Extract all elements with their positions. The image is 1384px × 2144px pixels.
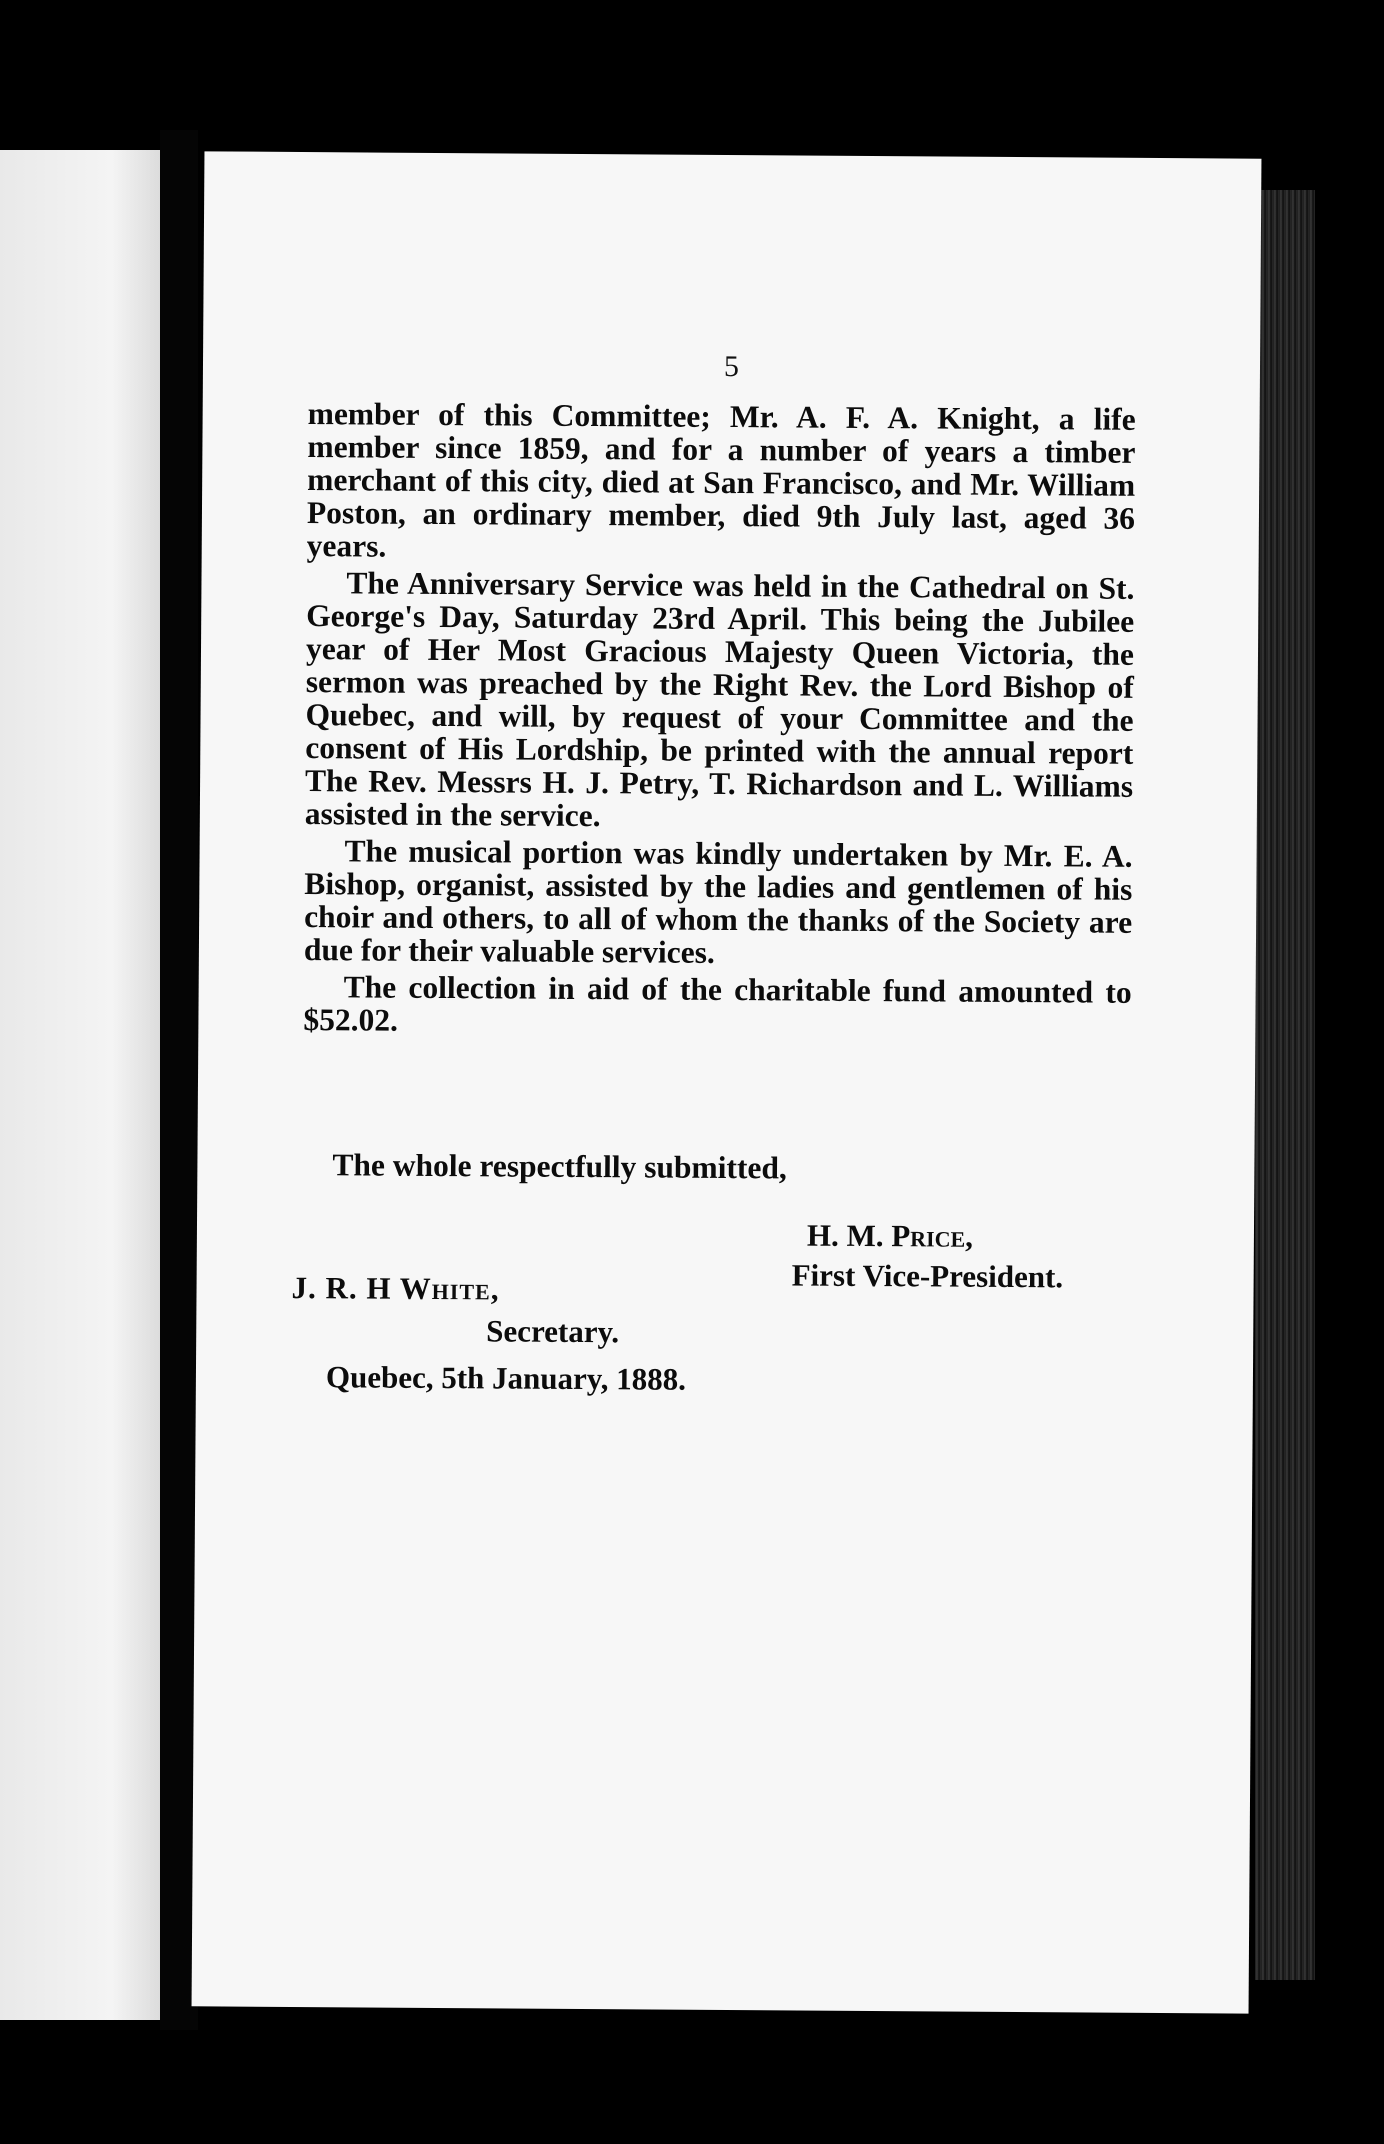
book-gutter: [160, 130, 198, 2030]
paragraph-musical-portion: The musical portion was kindly undertaken by Mr. E. A. Bishop, organist, assisted by the ladies and gentlemen of his choir and others, to all of whom the thanks of the Society are due for their valuable services.: [303, 833, 1133, 970]
page-stack-edge: [1255, 190, 1315, 1980]
paragraph-anniversary-service: The Anniversary Service was held in the Cathedral on St. George's Day, Saturday 23rd April. This being the Jubilee year of Her Most Gracious Majesty Queen Victoria, the sermon was preached by the Right Rev. the Lord Bishop of Quebec, and will, by request of your Committee and the consent of His Lordship, be printed with the annual report The Rev. Messrs H. J. Petry, T. Richardson and L. Williams assisted in the service.: [304, 565, 1135, 834]
signatory-title: First Vice-President.: [791, 1257, 1064, 1295]
secretary-title: Secretary.: [486, 1313, 620, 1350]
document-page: [192, 151, 1262, 2013]
secretary-name: J. R. H White,: [291, 1269, 500, 1307]
signatory-name: H. M. Price,: [806, 1217, 974, 1254]
report-body: [303, 397, 1135, 1046]
facing-page-edge: [0, 150, 160, 2020]
dateline: Quebec, 5th January, 1888.: [325, 1359, 687, 1397]
paragraph-members: member of this Committee; Mr. A. F. A. Knight, a life member since 1859, and for a number of years a timber merchant of this city, died at San Francisco, and Mr. William Poston, an ordinary member, died 9th July last, aged 36 years.: [306, 396, 1136, 564]
paragraph-collection: The collection in aid of the charitable fund amounted to $52.02.: [303, 969, 1132, 1038]
closing-line: The whole respectfully submitted,: [332, 1147, 787, 1186]
page-number: 5: [723, 349, 740, 384]
